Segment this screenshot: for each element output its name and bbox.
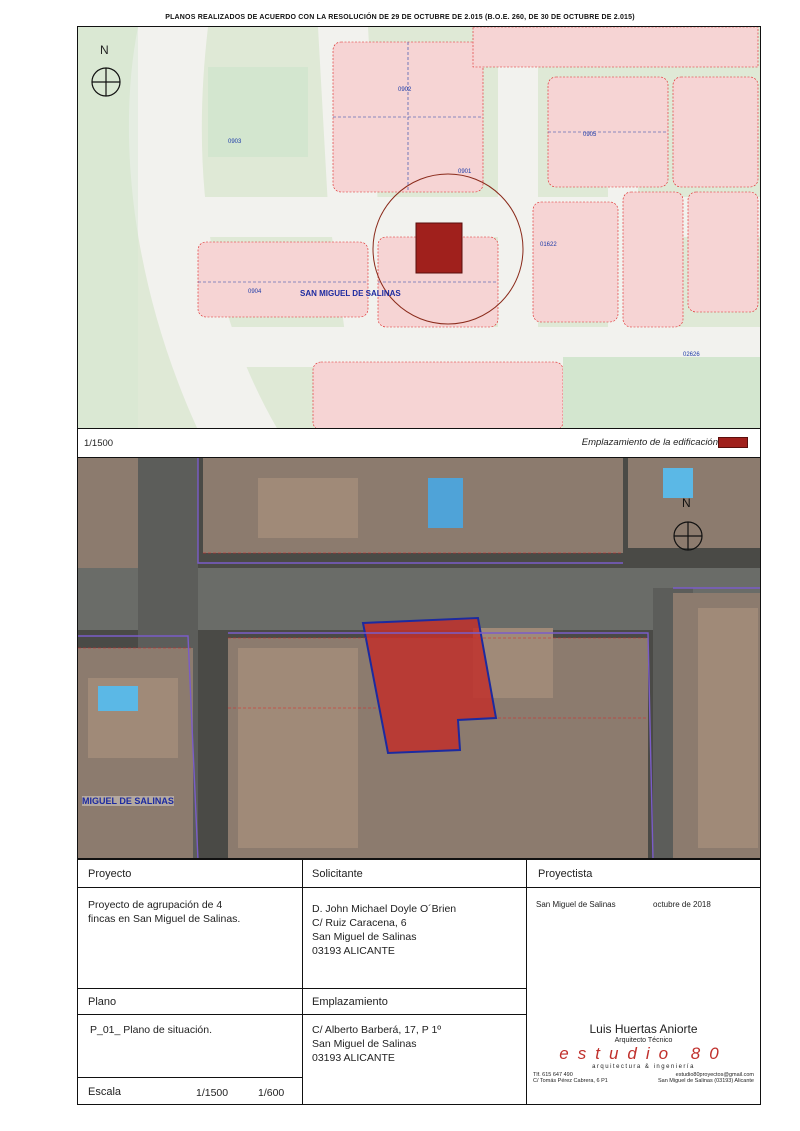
- map-scale-bar: [77, 429, 761, 457]
- studio-logo: estudio 80: [559, 1044, 728, 1063]
- parcel-code: 01622: [540, 242, 557, 248]
- studio-tagline: arquitectura & ingeniería: [592, 1064, 695, 1070]
- studio-town: San Miguel de Salinas (03193) Alicante: [657, 1078, 754, 1084]
- solicitante-town: San Miguel de Salinas: [312, 931, 417, 943]
- proyecto-description: [88, 898, 298, 926]
- author-block: [527, 1022, 760, 1084]
- author-role: Arquitecto Técnico: [614, 1037, 673, 1044]
- emplazamiento-details: [312, 1023, 522, 1065]
- cadastral-map: [77, 26, 761, 429]
- emplazamiento-postcode: 03193 ALICANTE: [312, 1052, 395, 1064]
- plano-title: Plano: [88, 996, 117, 1008]
- proyectista-date: octubre de 2018: [653, 900, 711, 909]
- solicitante-details: [312, 902, 522, 958]
- studio-address: [527, 1078, 760, 1084]
- proyecto-line: fincas en San Miguel de Salinas.: [88, 913, 241, 925]
- studio-phone: Tlf. 615 647 490: [533, 1072, 573, 1078]
- north-label: N: [682, 496, 691, 510]
- north-arrow-icon: [674, 522, 702, 550]
- parcel-code: 0901: [458, 169, 472, 175]
- cadastral-map-drawing: [78, 27, 761, 429]
- parcel-code: 0905: [583, 132, 597, 138]
- emplazamiento-street: C/ Alberto Barberá, 17, P 1º: [312, 1024, 442, 1036]
- solicitante-name: D. John Michael Doyle O´Brien: [312, 903, 457, 915]
- aerial-photo-map: [77, 457, 761, 859]
- proyecto-line: Proyecto de agrupación de 4: [88, 899, 223, 911]
- proyectista-place: San Miguel de Salinas: [536, 900, 616, 909]
- title-block: [77, 859, 761, 1105]
- solicitante-address: C/ Ruiz Caracena, 6: [312, 917, 407, 929]
- plano-value: P_01_ Plano de situación.: [90, 1024, 213, 1036]
- solicitante-title: Solicitante: [312, 868, 363, 880]
- author-name: Luis Huertas Aniorte: [589, 1022, 698, 1036]
- emplazamiento-title: Emplazamiento: [312, 996, 388, 1008]
- aerial-photo-drawing: [78, 458, 761, 859]
- town-label: MIGUEL DE SALINAS: [82, 796, 174, 806]
- north-arrow-icon: [92, 68, 120, 96]
- escala-value: 1/600: [258, 1087, 285, 1099]
- parcel-code: 0903: [228, 139, 242, 145]
- parcel-code: 0904: [248, 289, 262, 295]
- parcel-code: 0902: [398, 87, 412, 93]
- studio-email: estudio80proyectos@gmail.com: [675, 1072, 754, 1078]
- plan-resolution-note: PLANOS REALIZADOS DE ACUERDO CON LA RESOLUCIÓN DE 29 DE OCTUBRE DE 2.015 (B.O.E. 260, DE 30 DE OCTUBRE DE 2.015): [165, 14, 635, 21]
- solicitante-postcode: 03193 ALICANTE: [312, 945, 395, 957]
- town-label: SAN MIGUEL DE SALINAS: [300, 289, 401, 298]
- legend-label: Emplazamiento de la edificación: [581, 437, 718, 448]
- emplazamiento-town: San Miguel de Salinas: [312, 1038, 417, 1050]
- proyectista-title: Proyectista: [538, 868, 593, 880]
- map-scale-label: 1/1500: [84, 438, 114, 449]
- north-label: N: [100, 43, 109, 57]
- proyecto-title: Proyecto: [88, 868, 132, 880]
- parcel-code: 02626: [683, 352, 700, 358]
- studio-street: C/ Tomás Pérez Cabrera, 6 P1: [533, 1078, 608, 1084]
- escala-value: 1/1500: [196, 1087, 229, 1099]
- legend-swatch: [718, 437, 748, 448]
- escala-title: Escala: [88, 1086, 122, 1098]
